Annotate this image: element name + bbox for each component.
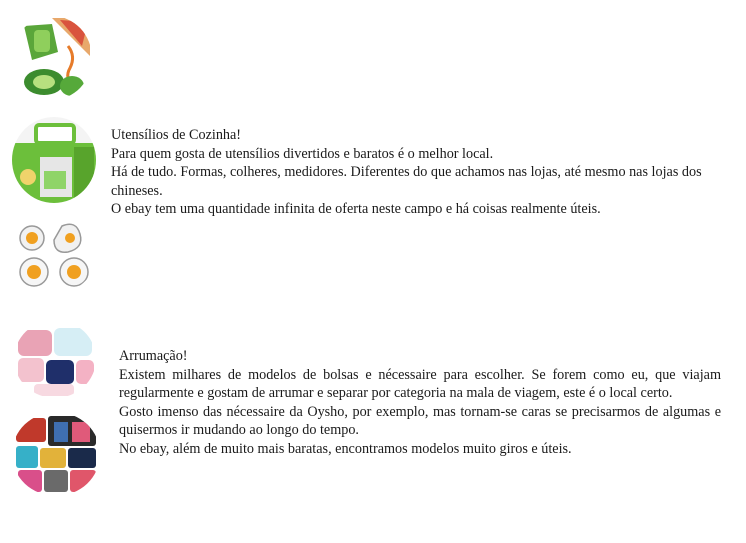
storage-paragraph: Gosto imenso das nécessaire da Oysho, por exemplo, mas tornam-se caras se precisarmos de algumas e quisermos ir mudando ao longo do tempo. [119, 403, 721, 439]
kitchen-title: Utensílios de Cozinha! [111, 127, 242, 143]
kitchen-bin-icon [12, 117, 96, 203]
bag-organizers-icon [12, 412, 100, 496]
vegetable-spiralizer-icon [12, 16, 92, 100]
kitchen-paragraph: Há de tudo. Formas, colheres, medidores. Diferentes do que achamos nas lojas, até mesmo nas lojas dos chineses. [111, 164, 702, 199]
toiletry-bags-icon [14, 320, 96, 398]
kitchen-paragraph: Para quem gosta de utensílios divertidos e baratos é o melhor local. [111, 145, 494, 162]
storage-paragraph: No ebay, além de muito mais baratas, encontramos modelos muito giros e úteis. [119, 440, 572, 457]
storage-title: Arrumação! [119, 348, 188, 364]
storage-text-block [119, 347, 721, 459]
storage-paragraph: Existem milhares de modelos de bolsas e nécessaire para escolher. Se forem como eu, que viajam regularmente e gostam de arrumar e separar por categoria na mala de viagem, este é o local certo. [119, 366, 721, 402]
kitchen-text-block [111, 126, 731, 219]
egg-molds-icon [10, 218, 96, 294]
kitchen-paragraph: O ebay tem uma quantidade infinita de oferta neste campo e há coisas realmente úteis. [111, 201, 601, 218]
